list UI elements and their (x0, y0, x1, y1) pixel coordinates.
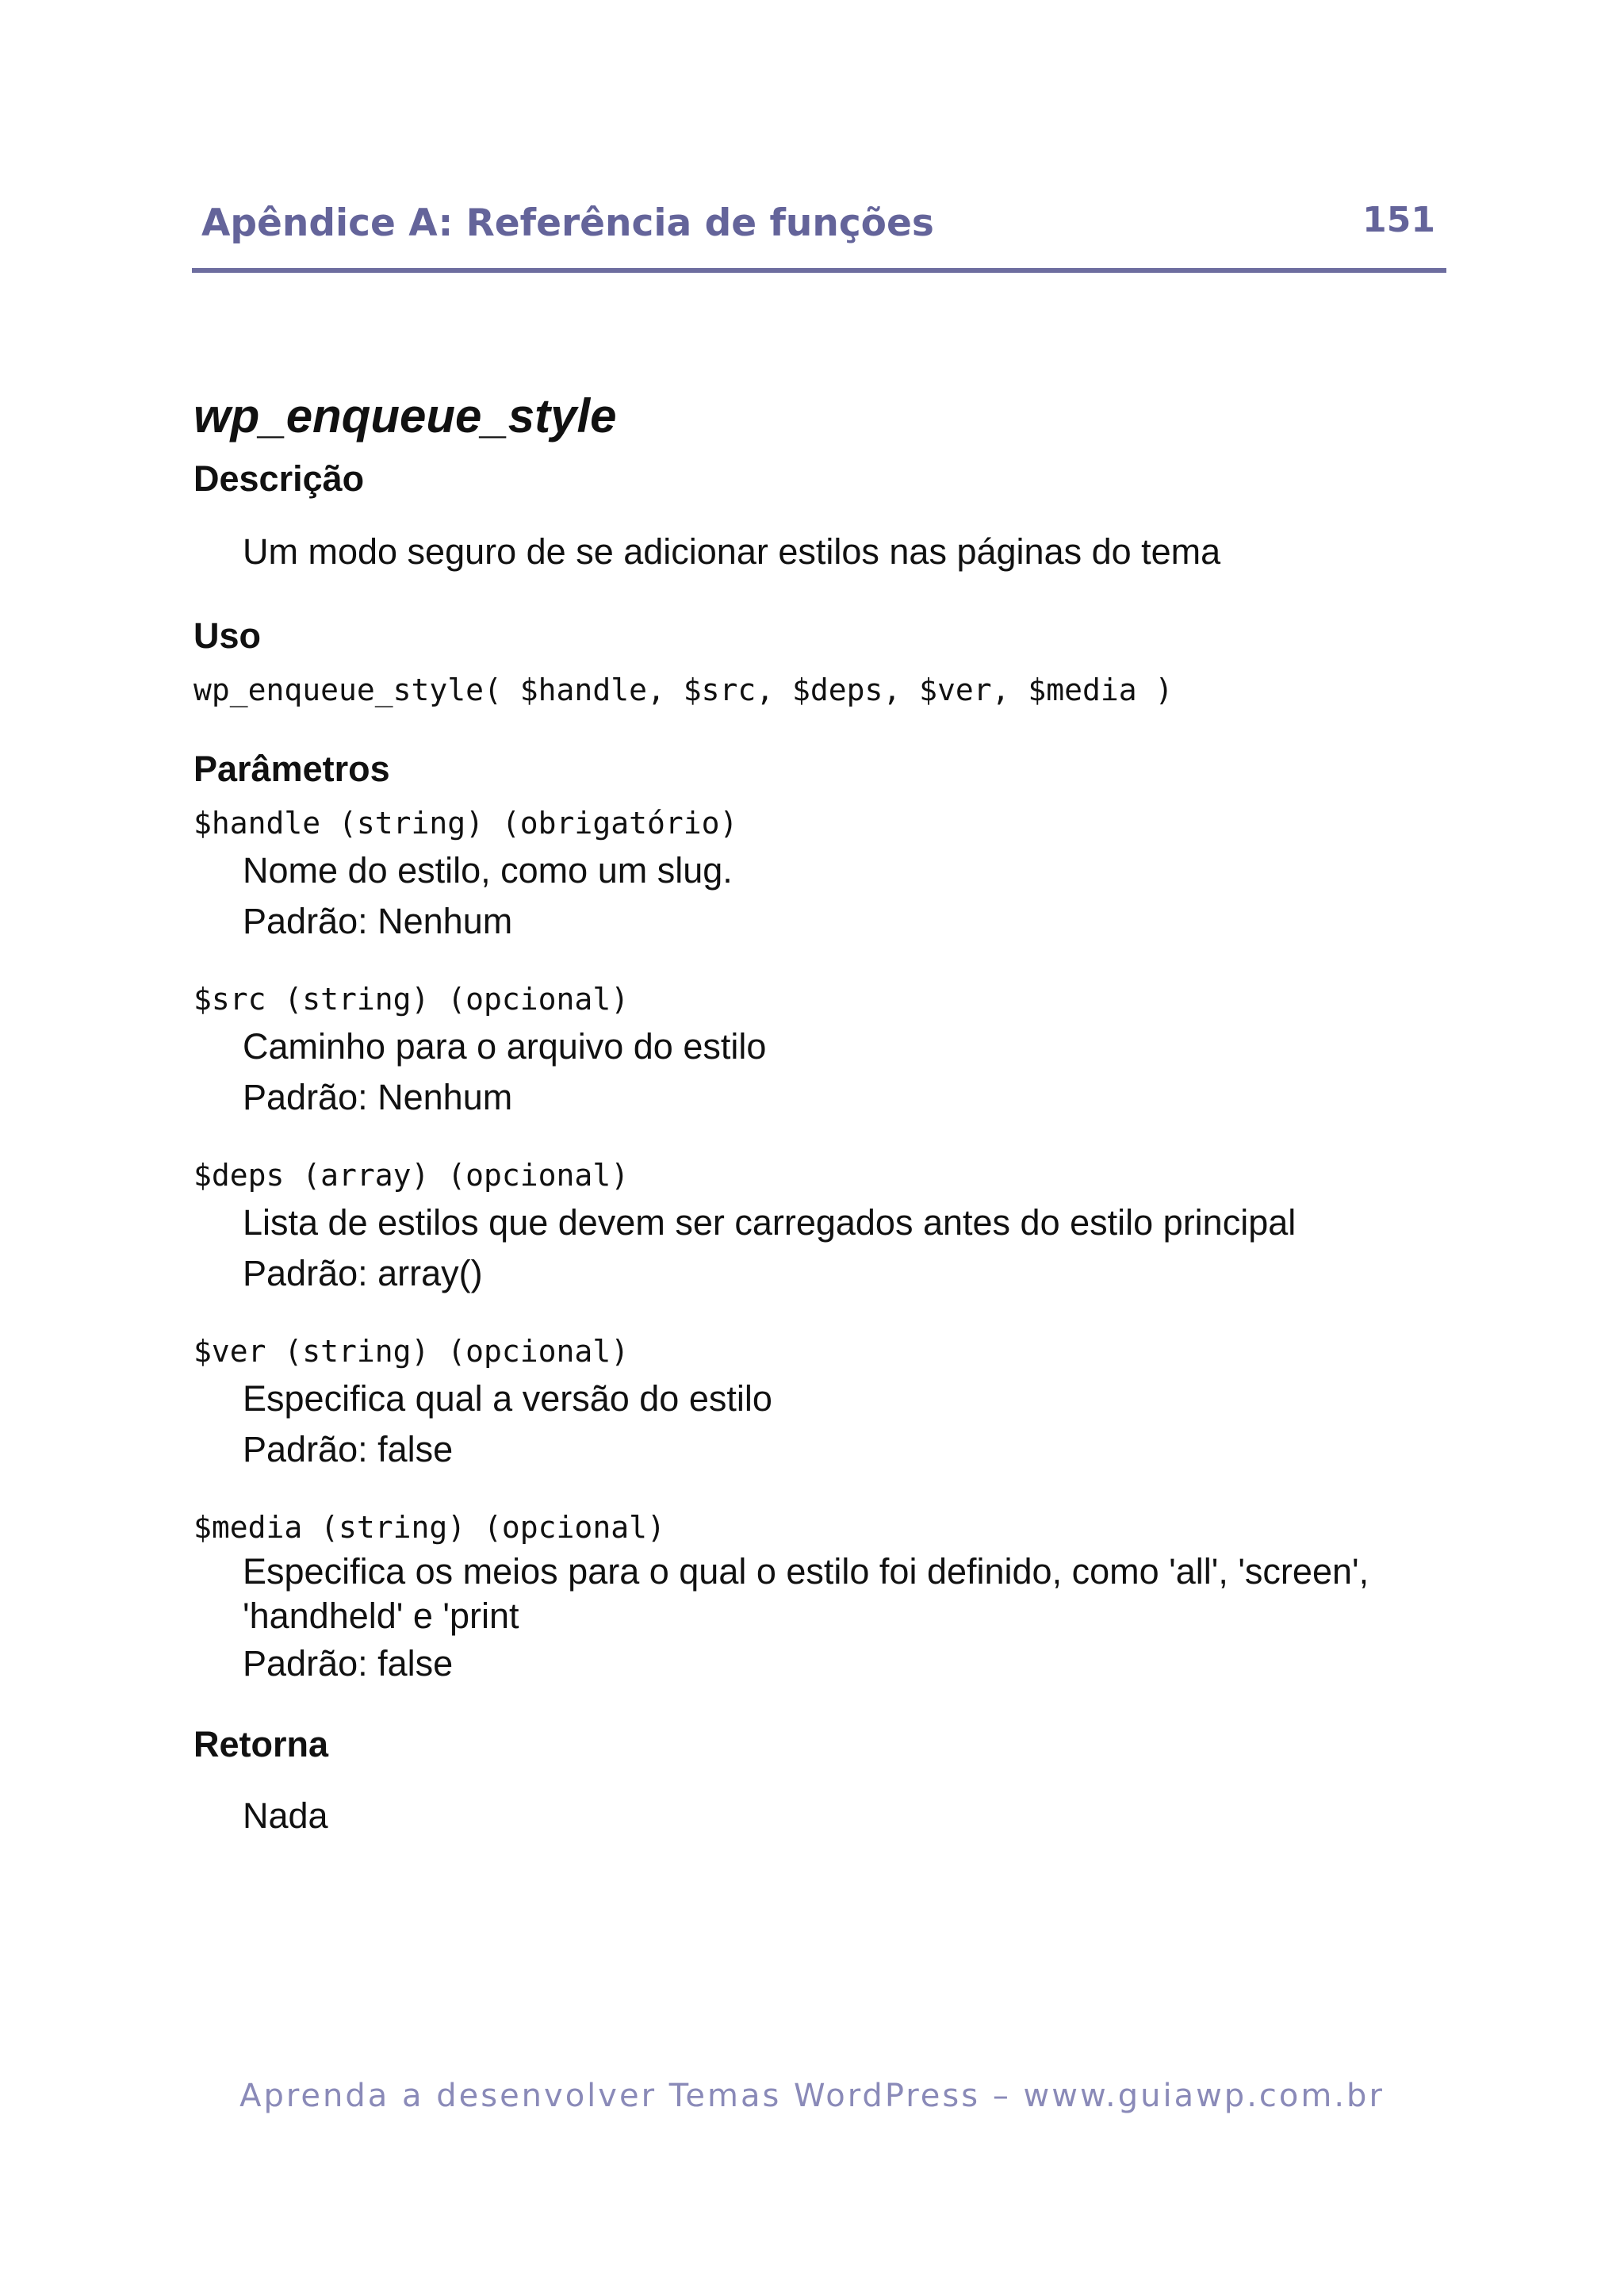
parameter-default: Padrão: Nenhum (243, 901, 513, 941)
function-name: wp_enqueue_style (193, 389, 617, 442)
parameter-description: Nome do estilo, como um slug. (243, 850, 733, 891)
parameter-item (193, 1505, 1431, 1689)
parameter-item (193, 1153, 1431, 1299)
parameter-signature: $src (string) (opcional) (193, 982, 630, 1017)
usage-heading: Uso (193, 615, 262, 656)
description-text: Um modo seguro de se adicionar estilos nas páginas do tema (243, 531, 1221, 572)
parameter-description: Especifica os meios para o qual o estilo foi definido, como 'all', 'screen', 'handheld' e 'print (243, 1551, 1369, 1636)
parameter-default: Padrão: array() (243, 1253, 483, 1293)
header-title: Apêndice A: Referência de funções (201, 201, 934, 245)
returns-text: Nada (243, 1795, 328, 1836)
function-reference (193, 381, 1431, 1841)
page-footer: Aprenda a desenvolver Temas WordPress – www.guiawp.com.br (239, 2078, 1385, 2114)
parameter-description: Especifica qual a versão do estilo (243, 1378, 772, 1419)
parameter-default: Padrão: false (243, 1429, 454, 1469)
parameter-description: Lista de estilos que devem ser carregados antes do estilo principal (243, 1202, 1297, 1243)
parameter-item (193, 1329, 1431, 1475)
page-number: 151 (1362, 200, 1435, 240)
description-heading: Descrição (193, 458, 365, 499)
parameter-description: Caminho para o arquivo do estilo (243, 1026, 767, 1067)
parameter-list (193, 801, 1431, 1689)
usage-code: wp_enqueue_style( $handle, $src, $deps, $ver, $media ) (193, 672, 1174, 707)
parameter-default: Padrão: false (243, 1643, 454, 1684)
parameter-signature: $media (string) (opcional) (193, 1510, 665, 1545)
parameter-item (193, 801, 1431, 947)
parameter-item (193, 977, 1431, 1123)
parameter-default: Padrão: Nenhum (243, 1077, 513, 1117)
running-header (192, 184, 1446, 273)
parameter-signature: $handle (string) (obrigatório) (193, 806, 738, 841)
parameters-heading: Parâmetros (193, 749, 390, 789)
parameter-signature: $ver (string) (opcional) (193, 1334, 630, 1369)
returns-heading: Retorna (193, 1724, 329, 1764)
parameter-signature: $deps (array) (opcional) (193, 1158, 630, 1193)
